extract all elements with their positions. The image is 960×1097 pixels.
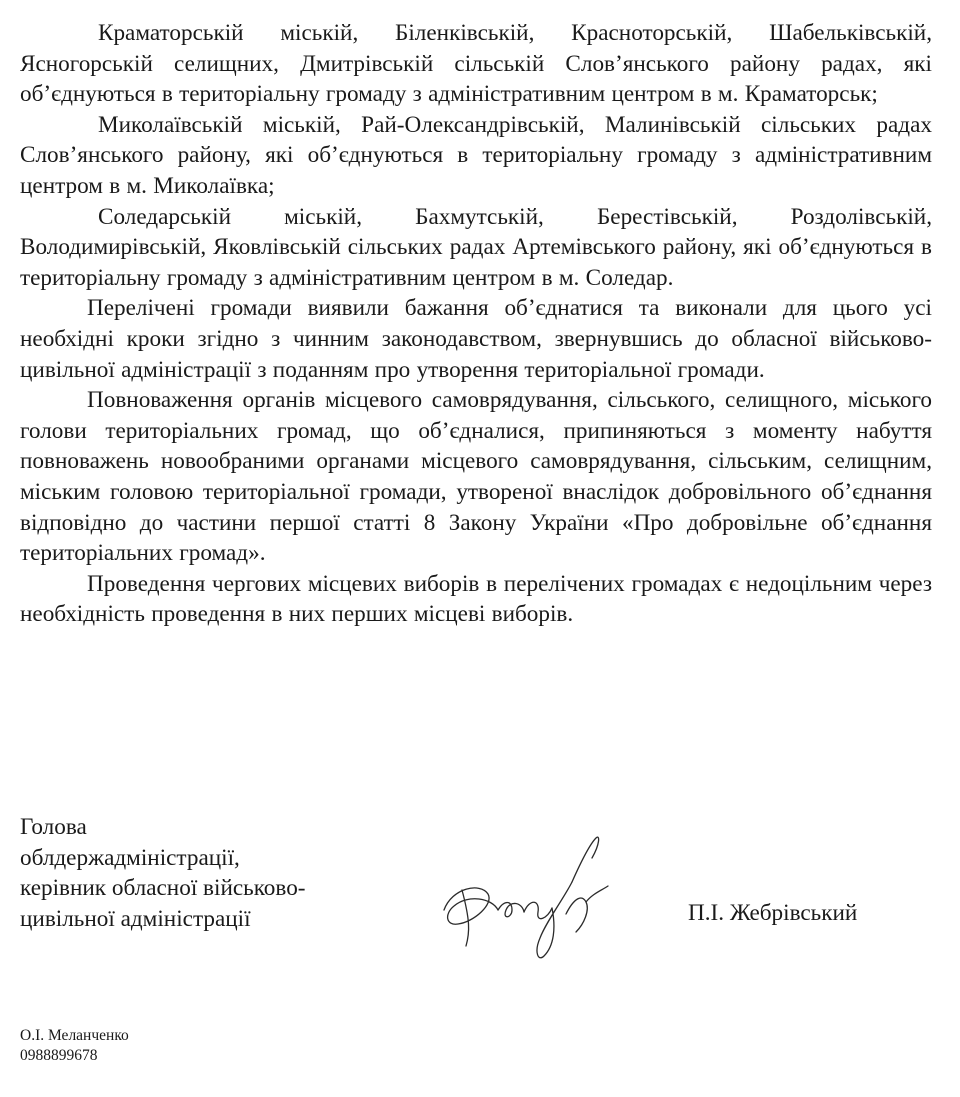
signer-name: П.І. Жебрівський [688, 900, 858, 926]
signoff-line: облдержадміністрації, [20, 844, 240, 871]
executor-name: О.І. Меланченко [20, 1027, 129, 1044]
paragraph-mykolaivka: Миколаївській міській, Рай-Олександрівській, Малинівській сільських радах Слов’янського району, які об’єднуються в територіальну громаду з адміністративним центром в м. Миколаївка; [20, 111, 932, 199]
paragraph-communities-intent: Перелічені громади виявили бажання об’єднатися та виконали для цього усі необхідні кроки згідно з чинним законодавством, звернувшись до обласної військово-цивільної адміністрації з поданням про утворення територіальної громади. [20, 295, 932, 383]
signoff-line: Голова [20, 814, 87, 840]
paragraph-powers-termination: Повноваження органів місцевого самоврядування, сільського, селищного, міського голови територіальних громад, що об’єдналися, припиняються з моменту набуття повноважень новообраними органами місцевого самоврядування, сільським, селищним, міським головою територіальної громади, утвореної внаслідок добровільного об’єднання відповідно до частини першої статті 8 Закону України «Про добровільне об’єднання територіальних громад». [20, 387, 932, 567]
handwritten-signature [440, 828, 620, 968]
paragraph-soledar: Соледарській міській, Бахмутській, Берестівській, Роздолівській, Володимирівській, Яковлівській сільських радах Артемівського району, які об’єднуються в територіальну громаду з адміністративним центром в м. Соледар. [20, 203, 932, 291]
signoff-line: керівник обласної військово- [20, 875, 306, 902]
signoff-title [20, 812, 306, 934]
signoff-line: цивільної адміністрації [20, 905, 251, 932]
paragraph-kramatorsk: Краматорській міській, Біленківській, Красноторській, Шабельківській, Ясногорській селищних, Дмитрівській сільській Слов’янського району радах, які об’єднуються в територіальну громаду з адміністративним центром в м. Краматорськ; [20, 20, 932, 108]
document-body [20, 18, 932, 630]
executor-phone: 0988899678 [20, 1047, 98, 1064]
executor-block [20, 1026, 129, 1066]
paragraph-elections: Проведення чергових місцевих виборів в перелічених громадах є недоцільним через необхідність проведення в них перших місцеві виборів. [20, 570, 932, 628]
